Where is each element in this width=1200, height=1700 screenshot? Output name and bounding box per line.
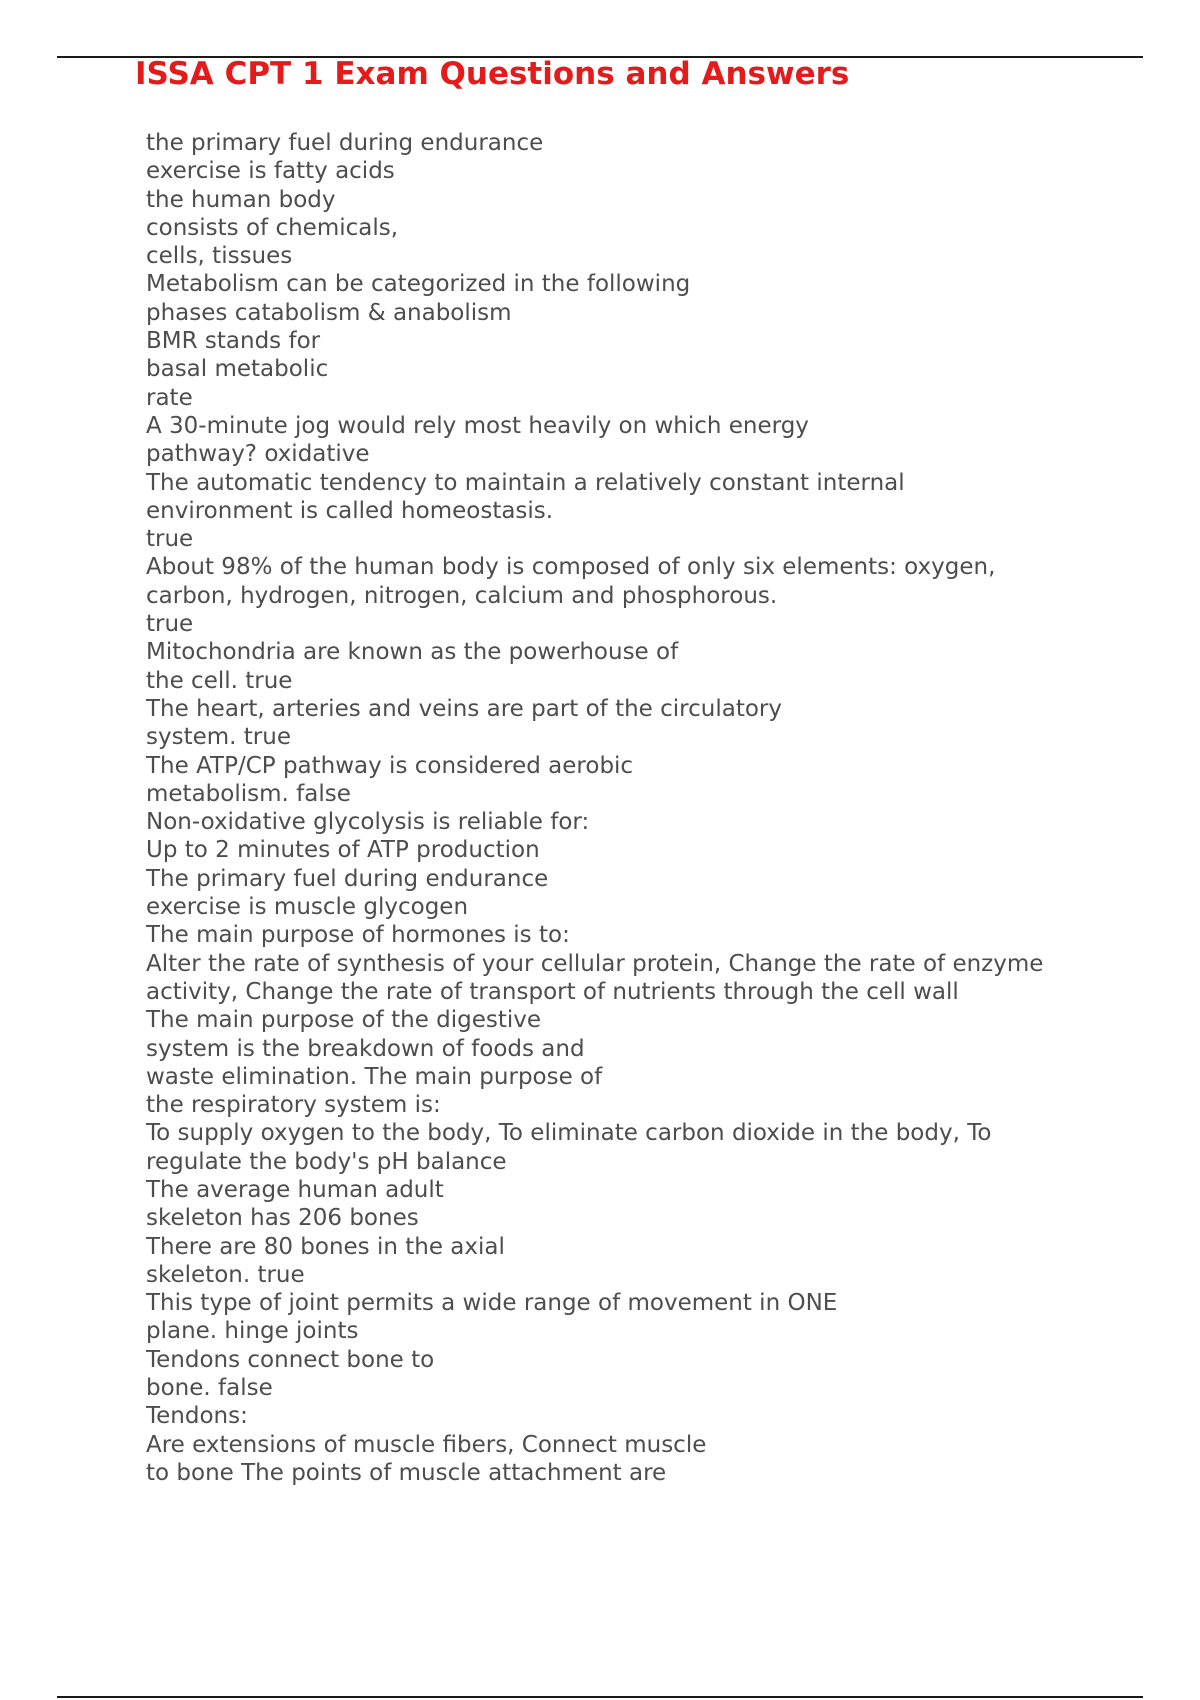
footer-rule <box>57 1696 1143 1698</box>
document-line: Metabolism can be categorized in the following <box>146 271 691 298</box>
document-line: The main purpose of the digestive <box>146 1007 542 1034</box>
document-title: ISSA CPT 1 Exam Questions and Answers <box>135 56 850 92</box>
document-line: pathway? oxidative <box>146 441 370 468</box>
document-line: exercise is muscle glycogen <box>146 894 469 921</box>
document-line: The heart, arteries and veins are part of the circulatory <box>146 695 782 722</box>
document-line: Up to 2 minutes of ATP production <box>146 837 540 864</box>
document-line: The primary fuel during endurance <box>146 865 549 892</box>
document-line: basal metabolic <box>146 356 329 383</box>
document-line: skeleton. true <box>146 1261 305 1288</box>
document-line: To supply oxygen to the body, To eliminate carbon dioxide in the body, To <box>146 1120 992 1147</box>
document-line: A 30-minute jog would rely most heavily on which energy <box>146 412 809 439</box>
document-line: system is the breakdown of foods and <box>146 1035 585 1062</box>
document-line: activity, Change the rate of transport of nutrients through the cell wall <box>146 978 959 1005</box>
document-line: Mitochondria are known as the powerhouse of <box>146 639 679 666</box>
document-line: BMR stands for <box>146 328 321 355</box>
document-line: the respiratory system is: <box>146 1092 441 1119</box>
document-line: consists of chemicals, <box>146 214 399 241</box>
document-line: metabolism. false <box>146 780 351 807</box>
document-line: The automatic tendency to maintain a relatively constant internal <box>146 469 905 496</box>
document-line: Non-oxidative glycolysis is reliable for: <box>146 809 590 836</box>
document-line: skeleton has 206 bones <box>146 1205 419 1232</box>
document-line: the primary fuel during endurance <box>146 130 544 156</box>
document-line: true <box>146 526 194 553</box>
document-line: Are extensions of muscle fibers, Connect muscle <box>146 1431 707 1458</box>
document-line: plane. hinge joints <box>146 1318 359 1345</box>
document-line: phases catabolism & anabolism <box>146 299 512 326</box>
document-line: The main purpose of hormones is to: <box>146 922 570 949</box>
document-line: system. true <box>146 724 291 751</box>
document-line: cells, tissues <box>146 243 293 270</box>
document-body <box>146 129 1146 1487</box>
document-line: the human body <box>146 186 336 213</box>
document-line: Alter the rate of synthesis of your cellular protein, Change the rate of enzyme <box>146 950 1044 977</box>
document-line: The average human adult <box>146 1176 444 1203</box>
document-line: exercise is fatty acids <box>146 158 395 185</box>
document-line: About 98% of the human body is composed of only six elements: oxygen, <box>146 554 996 581</box>
document-line: There are 80 bones in the axial <box>146 1233 505 1260</box>
document-line: to bone The points of muscle attachment are <box>146 1459 667 1486</box>
document-line: This type of joint permits a wide range of movement in ONE <box>146 1290 838 1317</box>
document-line: carbon, hydrogen, nitrogen, calcium and phosphorous. <box>146 582 778 609</box>
document-line: bone. false <box>146 1375 273 1402</box>
document-line: rate <box>146 384 193 411</box>
document-line: Tendons: <box>146 1403 248 1430</box>
document-line: true <box>146 611 194 638</box>
document-line: regulate the body's pH balance <box>146 1148 507 1175</box>
document-line: the cell. true <box>146 667 293 694</box>
document-line: waste elimination. The main purpose of <box>146 1063 603 1090</box>
document-line: The ATP/CP pathway is considered aerobic <box>146 752 634 779</box>
document-line: Tendons connect bone to <box>146 1346 435 1373</box>
document-line: environment is called homeostasis. <box>146 497 554 524</box>
